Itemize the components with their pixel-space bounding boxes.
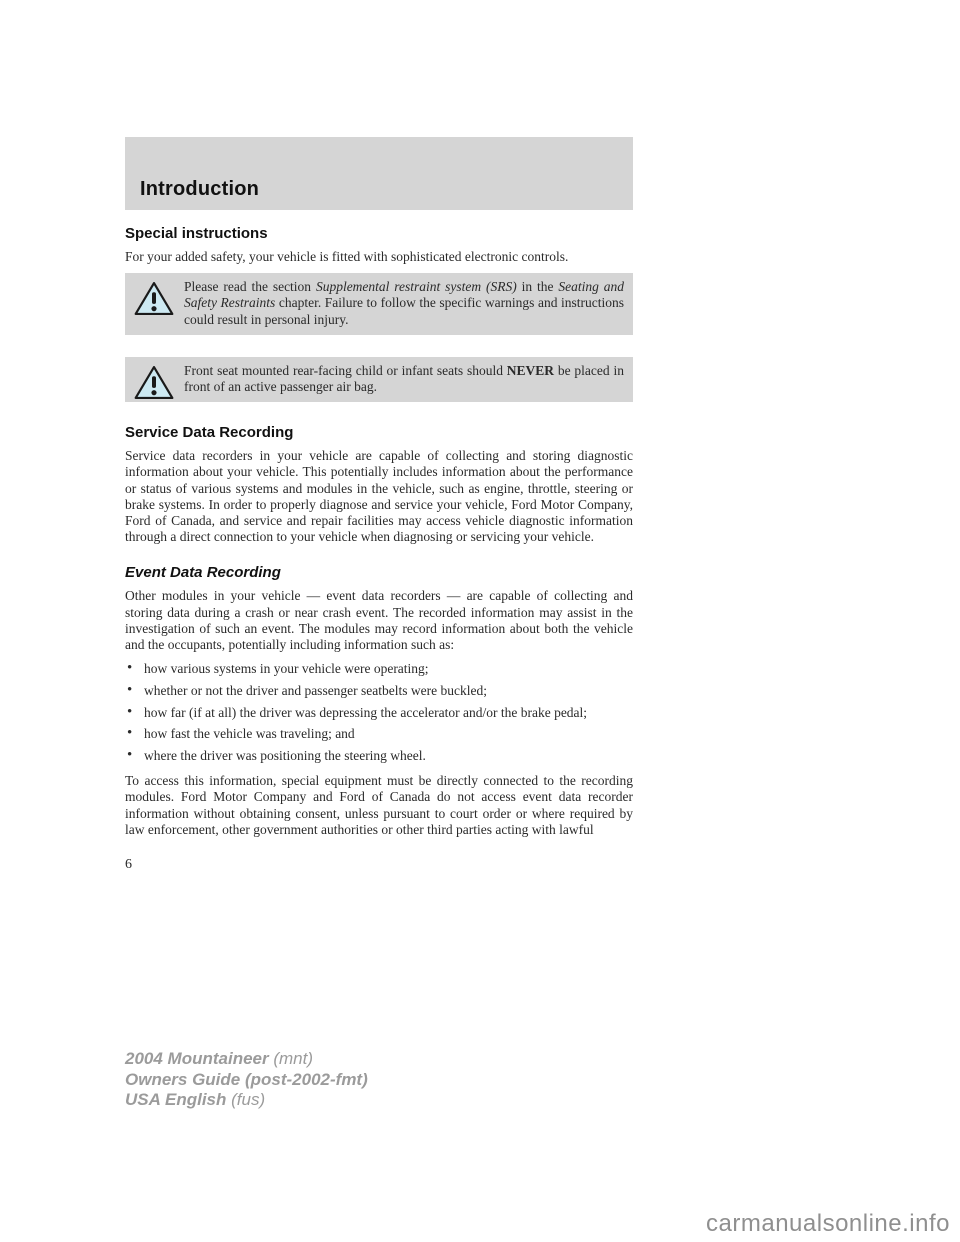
text-segment: Owners Guide (post-2002-fmt)	[125, 1069, 368, 1089]
warning-triangle-icon	[134, 281, 174, 316]
event-data-bullet-list	[125, 661, 633, 764]
footer-line-guide	[125, 1070, 368, 1091]
list-item: • whether or not the driver and passenger seatbelts were buckled;	[125, 683, 633, 699]
list-item: • how fast the vehicle was traveling; and	[125, 726, 633, 742]
text-segment: be placed in front of an active passenger air bag.	[184, 362, 624, 395]
section-heading-special-instructions: Special instructions	[125, 225, 268, 242]
text-segment: Seating and Safety Restraints	[184, 279, 625, 311]
text-segment: (fus)	[226, 1090, 266, 1109]
special-instructions-paragraph: For your added safety, your vehicle is fitted with sophisticated electronic controls.	[125, 249, 569, 264]
watermark-text: carmanualsonline.info	[706, 1210, 950, 1237]
list-item: • where the driver was positioning the steering wheel.	[125, 748, 633, 764]
text-segment: USA English	[125, 1090, 227, 1109]
section-heading-service-data-recording: Service Data Recording	[125, 424, 294, 442]
text-segment: Please read the section	[184, 279, 316, 295]
event-data-closing-paragraph: To access this information, special equipment must be directly connected to the recording modules. Ford Motor Company and Ford of Canada do not access event data recorder information without obtaining consent, unless pursuant to court order or where required by law enforcement, other government authorities or other third parties acting with lawful	[125, 773, 633, 837]
warning-triangle-icon	[134, 365, 174, 400]
text-segment: Supplemental restraint system (SRS)	[315, 279, 517, 295]
warning-text	[184, 363, 624, 394]
text-segment: 2004 Mountaineer	[125, 1049, 269, 1068]
warning-box-child-seat	[125, 357, 633, 402]
text-segment: NEVER	[506, 362, 555, 378]
footer-line-model	[125, 1049, 368, 1070]
list-item: • how far (if at all) the driver was depressing the accelerator and/or the brake pedal;	[125, 705, 633, 721]
service-data-recording-paragraph: Service data recorders in your vehicle are capable of collecting and storing diagnostic information about your vehicle. This potentially includes information about the performance or status of various systems and modules in the vehicle, such as engine, throttle, steering or brake systems. In order to properly diagnose and service your vehicle, Ford Motor Company, Ford of Canada, and service and repair facilities may access vehicle diagnostic information through a direct connection to your vehicle when diagnosing or servicing your vehicle.	[125, 448, 633, 545]
page-number: 6	[125, 857, 132, 873]
text-segment: chapter. Failure to follow the specific warnings and instructions could result in personal injury.	[184, 295, 624, 327]
page-content-column	[125, 0, 633, 873]
warning-box-srs	[125, 273, 633, 335]
text-segment: Front seat mounted rear-facing child or infant seats should	[184, 362, 507, 378]
footer-line-language	[125, 1090, 368, 1111]
list-item: • how various systems in your vehicle were operating;	[125, 661, 633, 677]
document-footer	[125, 1049, 368, 1111]
chapter-header-bar	[125, 137, 633, 210]
chapter-title: Introduction	[140, 178, 260, 200]
text-segment: (mnt)	[268, 1049, 313, 1068]
spacer	[125, 553, 633, 564]
warning-text	[184, 279, 624, 326]
section-heading-event-data-recording: Event Data Recording	[125, 564, 281, 582]
event-data-recording-paragraph: Other modules in your vehicle — event data recorders — are capable of collecting and storing data during a crash or near crash event. The recorded information may assist in the investigation of such an event. The modules may record information about both the vehicle and the occupants, potentially including information such as:	[125, 588, 633, 653]
text-segment: in the	[516, 279, 559, 295]
